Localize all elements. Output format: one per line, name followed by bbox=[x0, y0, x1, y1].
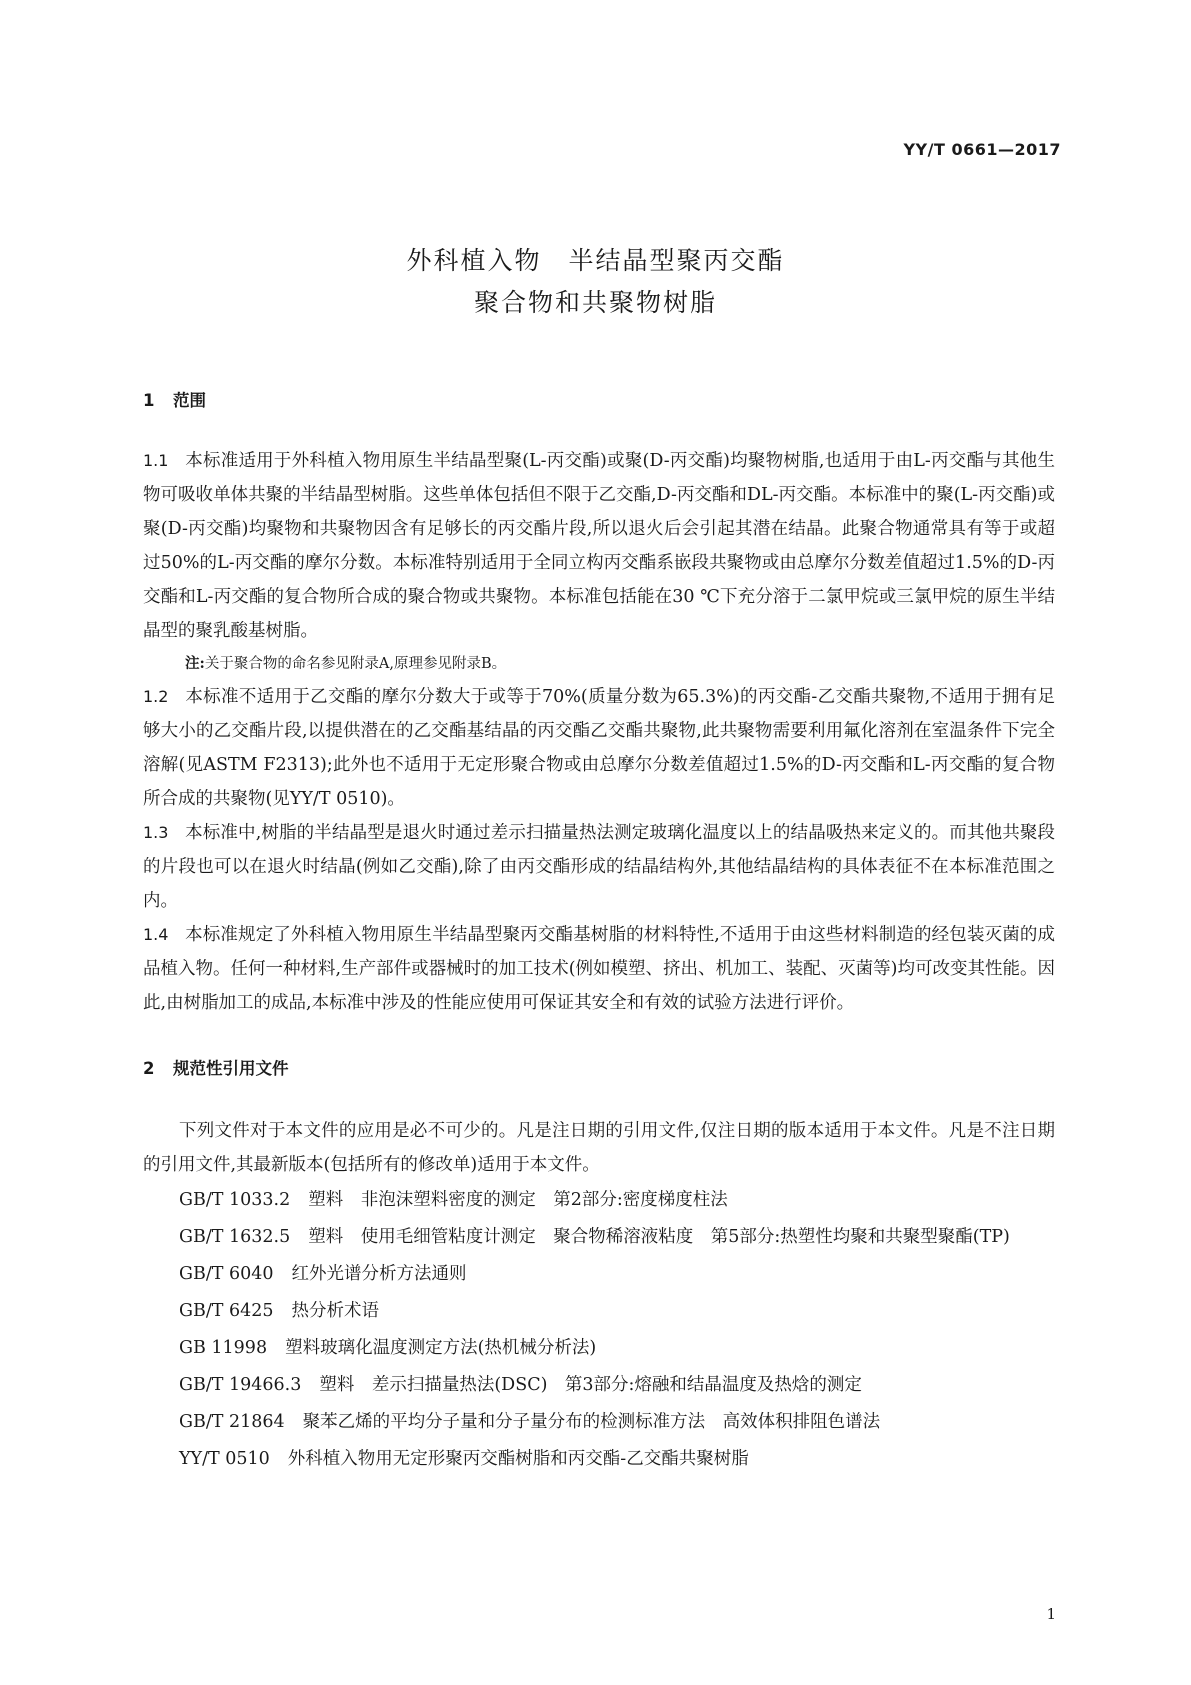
reference-code: GB/T 21864 bbox=[179, 1412, 285, 1432]
document-title bbox=[0, 240, 1191, 324]
reference-item bbox=[143, 1330, 1055, 1367]
reference-code: GB/T 19466.3 bbox=[179, 1375, 302, 1395]
reference-item bbox=[143, 1404, 1055, 1441]
clause-text: 本标准规定了外科植入物用原生半结晶型聚丙交酯基树脂的材料特性,不适用于由这些材料制造的经包装灭菌的成品植入物。任何一种材料,生产部件或器械时的加工技术(例如模塑、挤出、机加工、装配、灭菌等)均可改变其性能。因此,由树脂加工的成品,本标准中涉及的性能应使用可保证其安全和有效的试验方法进行评价。 bbox=[143, 925, 1055, 1013]
clause-text: 本标准适用于外科植入物用原生半结晶型聚(L-丙交酯)或聚(D-丙交酯)均聚物树脂,也适用于由L-丙交酯与其他生物可吸收单体共聚的半结晶型树脂。这些单体包括但不限于乙交酯,D-丙交酯和DL-丙交酯。本标准中的聚(L-丙交酯)或聚(D-丙交酯)均聚物和共聚物因含有足够长的丙交酯片段,所以退火后会引起其潜在结晶。此聚合物通常具有等于或超过50%的L-丙交酯的摩尔分数。本标准特别适用于全同立构丙交酯系嵌段共聚物或由总摩尔分数差值超过1.5%的D-丙交酯和L-丙交酯的复合物所合成的聚合物或共聚物。本标准包括能在30 ℃下充分溶于二氯甲烷或三氯甲烷的原生半结晶型的聚乳酸基树脂。 bbox=[143, 451, 1055, 641]
reference-title: 红外光谱分析方法通则 bbox=[291, 1264, 467, 1284]
clause-number: 1.4 bbox=[143, 925, 169, 944]
clause-text: 本标准不适用于乙交酯的摩尔分数大于或等于70%(质量分数为65.3%)的丙交酯-乙交酯共聚物,不适用于拥有足够大小的乙交酯片段,以提供潜在的乙交酯基结晶的丙交酯乙交酯共聚物,此共聚物需要利用氟化溶剂在室温条件下完全溶解(见ASTM F2313);此外也不适用于无定形聚合物或由总摩尔分数差值超过1.5%的D-丙交酯和L-丙交酯的复合物所合成的共聚物(见YY/T 0510)。 bbox=[143, 687, 1055, 809]
standard-code: YY/T 0661—2017 bbox=[903, 140, 1061, 159]
reference-title: 热分析术语 bbox=[291, 1301, 380, 1321]
section-title: 范围 bbox=[173, 391, 206, 410]
reference-item bbox=[143, 1219, 1055, 1256]
reference-code: YY/T 0510 bbox=[179, 1449, 270, 1469]
section-number: 2 bbox=[143, 1059, 155, 1078]
reference-title: 聚苯乙烯的平均分子量和分子量分布的检测标准方法 高效体积排阻色谱法 bbox=[302, 1412, 881, 1432]
note-label: 注: bbox=[185, 655, 205, 672]
clause-number: 1.2 bbox=[143, 687, 169, 706]
title-line-1: 外科植入物 半结晶型聚丙交酯 bbox=[406, 246, 785, 275]
clause-1-4 bbox=[143, 918, 1055, 1020]
document-body bbox=[143, 384, 1055, 1478]
section-heading-scope bbox=[143, 384, 1055, 418]
reference-code: GB/T 1632.5 bbox=[179, 1227, 291, 1247]
reference-code: GB 11998 bbox=[179, 1338, 268, 1358]
clause-number: 1.1 bbox=[143, 451, 169, 470]
reference-item bbox=[143, 1441, 1055, 1478]
clause-text: 本标准中,树脂的半结晶型是退火时通过差示扫描量热法测定玻璃化温度以上的结晶吸热来定义的。而其他共聚段的片段也可以在退火时结晶(例如乙交酯),除了由丙交酯形成的结晶结构外,其他结晶结构的具体表征不在本标准范围之内。 bbox=[143, 823, 1055, 911]
section-heading-normative-references bbox=[143, 1052, 1055, 1086]
note-text: 关于聚合物的命名参见附录A,原理参见附录B。 bbox=[204, 656, 507, 672]
reference-title: 外科植入物用无定形聚丙交酯树脂和丙交酯-乙交酯共聚树脂 bbox=[287, 1449, 749, 1469]
reference-code: GB/T 1033.2 bbox=[179, 1190, 291, 1210]
reference-item bbox=[143, 1293, 1055, 1330]
reference-title: 塑料 差示扫描量热法(DSC) 第3部分:熔融和结晶温度及热焓的测定 bbox=[319, 1375, 862, 1395]
page-number: 1 bbox=[1046, 1605, 1056, 1623]
title-line-2: 聚合物和共聚物树脂 bbox=[473, 288, 717, 317]
reference-title: 塑料 非泡沫塑料密度的测定 第2部分:密度梯度柱法 bbox=[308, 1190, 728, 1210]
references-intro: 下列文件对于本文件的应用是必不可少的。凡是注日期的引用文件,仅注日期的版本适用于本文件。凡是不注日期的引用文件,其最新版本(包括所有的修改单)适用于本文件。 bbox=[143, 1121, 1055, 1175]
clause-1-3 bbox=[143, 816, 1055, 918]
reference-item bbox=[143, 1182, 1055, 1219]
reference-code: GB/T 6425 bbox=[179, 1301, 274, 1321]
reference-item bbox=[143, 1256, 1055, 1293]
reference-code: GB/T 6040 bbox=[179, 1264, 274, 1284]
reference-title: 塑料 使用毛细管粘度计测定 聚合物稀溶液粘度 第5部分:热塑性均聚和共聚型聚酯(TP) bbox=[308, 1227, 1010, 1247]
clause-1-2 bbox=[143, 680, 1055, 816]
reference-title: 塑料玻璃化温度测定方法(热机械分析法) bbox=[285, 1338, 597, 1358]
clause-number: 1.3 bbox=[143, 823, 169, 842]
reference-item bbox=[143, 1367, 1055, 1404]
section-title: 规范性引用文件 bbox=[173, 1059, 289, 1078]
section-number: 1 bbox=[143, 391, 155, 410]
note bbox=[143, 648, 1055, 680]
clause-1-1 bbox=[143, 444, 1055, 648]
